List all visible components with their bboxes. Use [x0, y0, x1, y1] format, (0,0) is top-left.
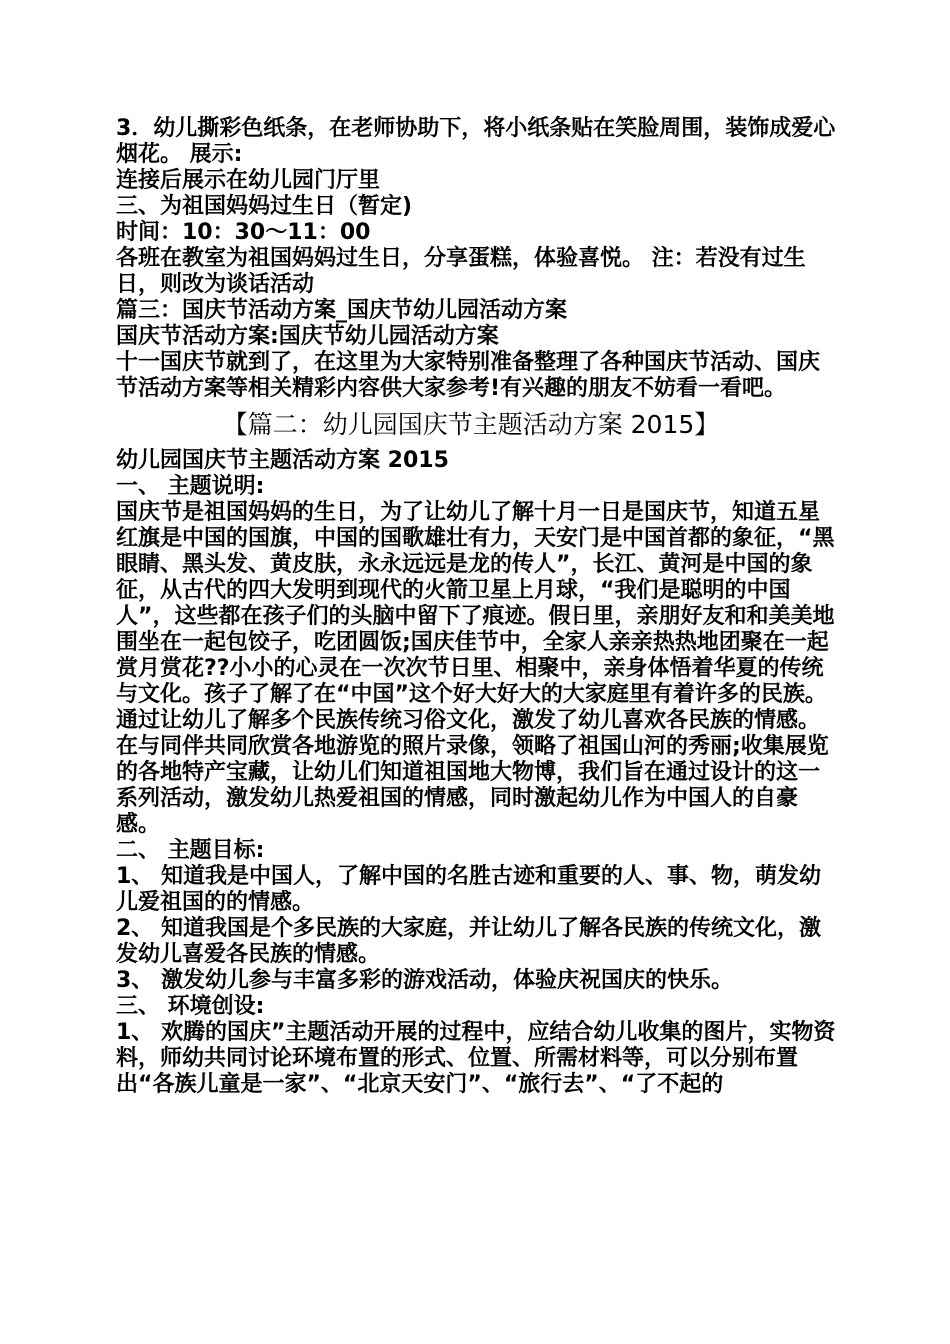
paragraph-intro: 十一国庆节就到了，在这里为大家特别准备整理了各种国庆节活动、国庆节活动方案等相关精彩内容供大家参考!有兴趣的朋友不妨看一看吧。	[116, 350, 821, 401]
section-theme-description-heading: 一、 主题说明:	[116, 474, 265, 499]
document-body	[116, 116, 836, 1098]
paragraph-birthday-heading: 三、为祖国妈妈过生日（暂定)	[116, 194, 413, 219]
document-subtitle: 幼儿园国庆节主题活动方案 2015	[116, 448, 449, 473]
section-environment-heading: 三、 环境创设:	[116, 994, 265, 1019]
paragraph-birthday-desc: 各班在教室为祖国妈妈过生日，分享蛋糕，体验喜悦。 注：若没有过生日，则改为谈话活动	[116, 246, 806, 297]
paragraph-plan-title: 国庆节活动方案:国庆节幼儿园活动方案	[116, 324, 499, 349]
paragraph-part-three-title: 篇三：国庆节活动方案_国庆节幼儿园活动方案	[116, 298, 568, 323]
list-item-goal-3: 3、 激发幼儿参与丰富多彩的游戏活动，体验庆祝国庆的快乐。	[116, 968, 733, 993]
section-theme-goals-heading: 二、 主题目标:	[116, 838, 265, 863]
list-item-goal-2: 2、 知道我国是个多民族的大家庭，并让幼儿了解各民族的传统文化，激发幼儿喜爱各民族的情感。	[116, 916, 821, 967]
list-item-goal-1: 1、 知道我是中国人，了解中国的名胜古迹和重要的人、事、物，萌发幼儿爱祖国的的情感。	[116, 864, 821, 915]
paragraph-fireworks: 3．幼儿撕彩色纸条，在老师协助下，将小纸条贴在笑脸周围，装饰成爱心烟花。 展示:	[116, 116, 836, 167]
paragraph-display: 连接后展示在幼儿园门厅里	[116, 168, 381, 193]
paragraph-time: 时间：10：30～11：00	[116, 220, 371, 245]
paragraph-theme-description: 国庆节是祖国妈妈的生日，为了让幼儿了解十月一日是国庆节，知道五星红旗是中国的国旗，中国的国歌雄壮有力，天安门是中国首都的象征，“黑眼睛、黑头发、黄皮肤，永永远远是龙的传人”，长江、黄河是中国的象征，从古代的四大发明到现代的火箭卫星上月球，“我们是聪明的中国人”，这些都在孩子们的头脑中留下了痕迹。假日里，亲朋好友和和美美地围坐在一起包饺子，吃团圆饭;国庆佳节中，全家人亲亲热热地团聚在一起赏月赏花??小小的心灵在一次次节日里、相聚中，亲身体悟着华夏的传统与文化。孩子了解了在“中国”这个好大好大的大家庭里有着许多的民族。通过让幼儿了解多个民族传统习俗文化，激发了幼儿喜欢各民族的情感。在与同伴共同欣赏各地游览的照片录像，领略了祖国山河的秀丽;收集展览的各地特产宝藏，让幼儿们知道祖国地大物博，我们旨在通过设计的这一系列活动，激发幼儿热爱祖国的情感，同时激起幼儿作为中国人的自豪感。	[116, 500, 835, 837]
section-heading: 【篇二：幼儿园国庆节主题活动方案 2015】	[222, 410, 720, 439]
list-item-environment-1: 1、 欢腾的国庆”主题活动开展的过程中，应结合幼儿收集的图片，实物资料，师幼共同讨论环境布置的形式、位置、所需材料等，可以分别布置出“各族儿童是一家”、“北京天安门”、“旅行去”、“了不起的	[116, 1020, 836, 1097]
